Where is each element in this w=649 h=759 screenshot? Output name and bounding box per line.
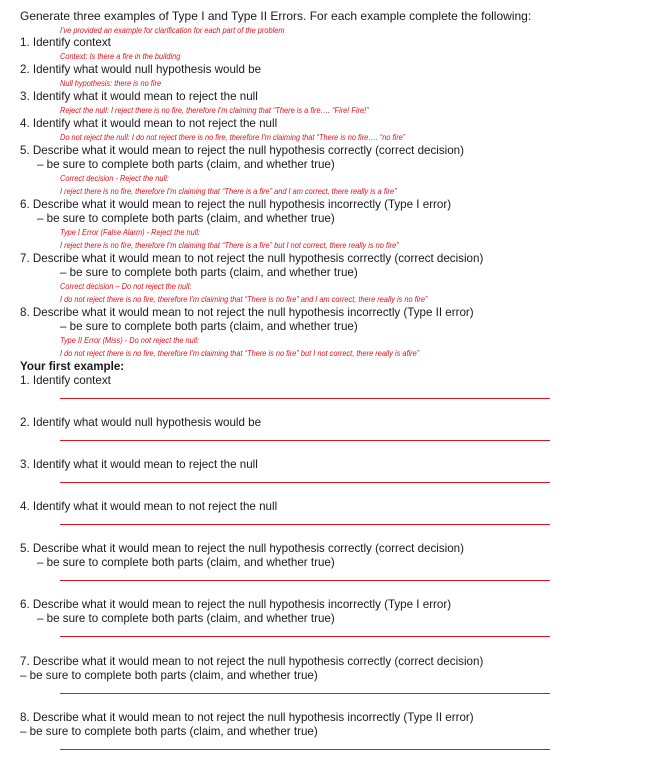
example-heading: Your first example: — [20, 360, 125, 373]
example-5-answer-line[interactable] — [60, 580, 550, 581]
step-7-text: 7. Describe what it would mean to not reject the null hypothesis correctly (correct decision) — [20, 252, 484, 265]
example-7-cont: – be sure to complete both parts (claim, and whether true) — [20, 669, 318, 682]
example-4-answer-line[interactable] — [60, 524, 550, 525]
example-6-text: 6. Describe what it would mean to reject the null hypothesis incorrectly (Type I error) — [20, 598, 452, 611]
example-4-text: 4. Identify what it would mean to not reject the null — [20, 500, 278, 513]
example-2-answer-line[interactable] — [60, 440, 550, 441]
example-5-cont: – be sure to complete both parts (claim, and whether true) — [37, 556, 335, 569]
example-6-answer-line[interactable] — [60, 636, 550, 637]
step-8-note-1: Type II Error (Miss) - Do not reject the null: — [60, 335, 200, 345]
step-2-note: Null hypothesis: there is no fire — [60, 78, 162, 88]
step-6-note-2: I reject there is no fire, therefore I'm claiming that “There is a fire” but I not correct, there really is no fire” — [60, 240, 399, 250]
step-4-note: Do not reject the null: I do not reject there is no fire, therefore I'm claiming that “There is no fire…. “no fire” — [60, 132, 406, 142]
example-2-text: 2. Identify what would null hypothesis would be — [20, 416, 262, 429]
step-8-cont: – be sure to complete both parts (claim, and whether true) — [60, 320, 358, 333]
step-3-text: 3. Identify what it would mean to reject the null — [20, 90, 258, 103]
step-5-cont: – be sure to complete both parts (claim, and whether true) — [37, 158, 335, 171]
step-7-cont: – be sure to complete both parts (claim, and whether true) — [60, 266, 358, 279]
step-1-text: 1. Identify context — [20, 36, 111, 49]
intro-text: Generate three examples of Type I and Type II Errors. For each example complete the following: — [20, 9, 532, 23]
step-8-text: 8. Describe what it would mean to not reject the null hypothesis incorrectly (Type II error) — [20, 306, 474, 319]
example-7-text: 7. Describe what it would mean to not reject the null hypothesis correctly (correct decision) — [20, 655, 484, 668]
example-3-text: 3. Identify what it would mean to reject the null — [20, 458, 258, 471]
step-5-text: 5. Describe what it would mean to reject the null hypothesis correctly (correct decision) — [20, 144, 464, 157]
intro-note: I've provided an example for clarification for each part of the problem — [60, 25, 285, 35]
example-8-answer-line[interactable] — [60, 749, 550, 750]
step-6-cont: – be sure to complete both parts (claim, and whether true) — [37, 212, 335, 225]
step-5-note-1: Correct decision - Reject the null: — [60, 173, 169, 183]
step-6-note-1: Type I Error (False Alarm) - Reject the null: — [60, 227, 201, 237]
step-7-note-2: I do not reject there is no fire, therefore I'm claiming that “There is no fire” and I am correct, there really is no fire” — [60, 294, 428, 304]
example-1-text: 1. Identify context — [20, 374, 111, 387]
example-7-answer-line[interactable] — [60, 693, 550, 694]
step-4-text: 4. Identify what it would mean to not reject the null — [20, 117, 278, 130]
step-7-note-1: Correct decision – Do not reject the null: — [60, 281, 192, 291]
example-6-cont: – be sure to complete both parts (claim, and whether true) — [37, 612, 335, 625]
step-3-note: Reject the null: I reject there is no fire, therefore I'm claiming that “There is a fire…. “Fire! Fire!” — [60, 105, 369, 115]
example-8-cont: – be sure to complete both parts (claim, and whether true) — [20, 725, 318, 738]
example-8-text: 8. Describe what it would mean to not reject the null hypothesis incorrectly (Type II error) — [20, 711, 474, 724]
step-2-text: 2. Identify what would null hypothesis would be — [20, 63, 262, 76]
step-5-note-2: I reject there is no fire, therefore I'm claiming that “There is a fire” and I am correct, there really is a fire” — [60, 186, 397, 196]
step-8-note-2: I do not reject there is no fire, therefore I'm claiming that “There is no fire” but I not correct, there really is afire” — [60, 348, 420, 358]
step-1-note: Context: Is there a fire in the building — [60, 51, 181, 61]
example-1-answer-line[interactable] — [60, 398, 550, 399]
example-3-answer-line[interactable] — [60, 482, 550, 483]
step-6-text: 6. Describe what it would mean to reject the null hypothesis incorrectly (Type I error) — [20, 198, 452, 211]
example-5-text: 5. Describe what it would mean to reject the null hypothesis correctly (correct decision) — [20, 542, 464, 555]
